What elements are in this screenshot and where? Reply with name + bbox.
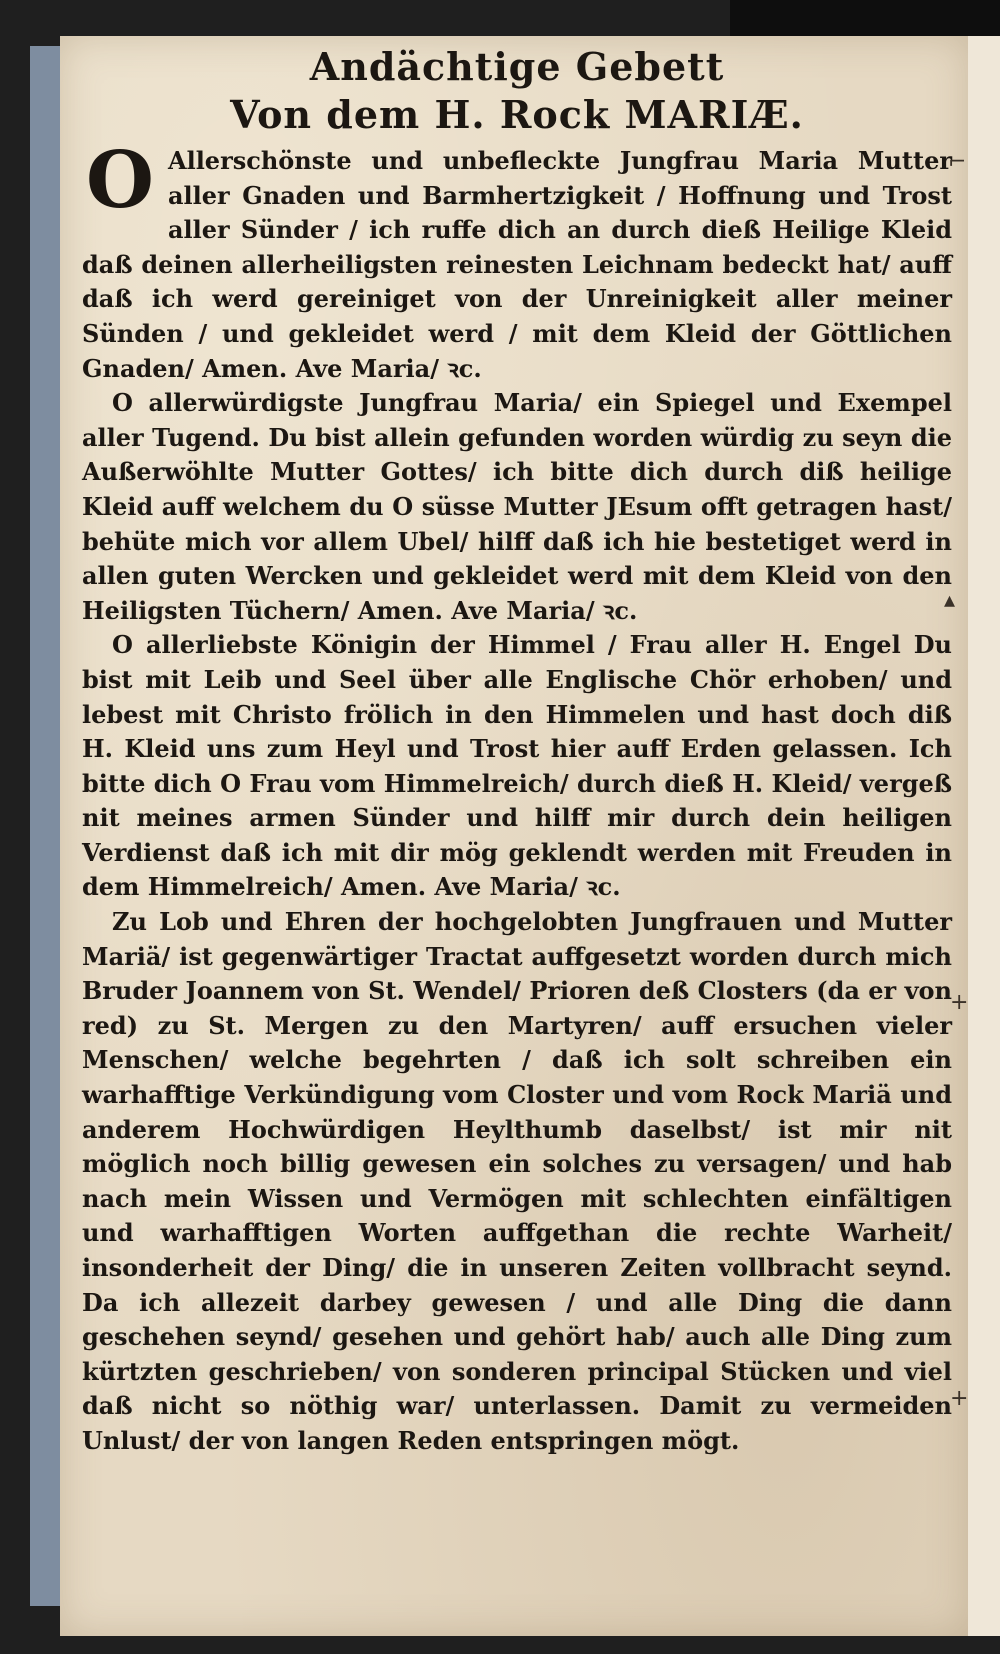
colophon-paragraph: Zu Lob und Ehren der hochgelobten Jungfrauen und Mutter Mariä/ ist gegenwärtiger Tractat auffgesetzt worden durch mich Bruder Joannem von St. Wendel/ Prioren deß Closters (da er von red) zu St. Mergen zu den Martyren/ auff ersuchen vieler Menschen/ welche begehrten / daß ich solt schreiben ein warhafftige Verkündigung vom Closter und vom Rock Mariä und anderem Hochwürdigen Heylthumb daselbst/ ist mir nit möglich noch billig gewesen ein solches zu versagen/ und hab nach mein Wissen und Vermögen mit schlechten einfältigen und warhafftigen Worten auffgethan die rechte Warheit/ insonderheit der Ding/ die in unseren Zeiten vollbracht seynd. Da ich allezeit darbey gewesen / und alle Ding die dann geschehen seynd/ gesehen und gehört hab/ auch alle Ding zum kürtzten geschrieben/ von sonderen principal Stücken und viel daß nicht so nöthig war/ unterlassen. Damit zu vermeiden Unlust/ der von langen Reden entspringen mögt. [82, 907, 952, 1455]
title-line-2: Von dem H. Rock MARIÆ. [230, 92, 804, 137]
scan-background-corner [730, 0, 1000, 40]
prayer-paragraph-1 [82, 135, 952, 386]
margin-cross-mark-icon: + [950, 990, 969, 1015]
drop-cap: O [86, 135, 154, 226]
margin-arrow-mark-icon: ▴ [944, 588, 956, 613]
title-line-1: Andächtige Gebett [309, 44, 725, 89]
margin-cross-mark-icon: + [950, 1386, 969, 1411]
prayer-paragraph-2: O allerwürdigste Jungfrau Maria/ ein Spiegel und Exempel aller Tugend. Du bist allein gefunden worden würdig zu seyn die Außerwöhlte Mutter Gottes/ ich bitte dich durch diß heilige Kleid auff welchem du O süsse Mutter JEsum offt getragen hast/ behüte mich vor allem Ubel/ hilff daß ich hie bestetiget werd in allen guten Wercken und gekleidet werd mit dem Kleid von den Heiligsten Tüchern/ Amen. Ave Maria/ ꝛc. [82, 388, 952, 625]
prayer-text-1: Allerschönste und unbefleckte Jungfrau Maria Mutter aller Gnaden und Barmhertzigkeit / Hoffnung und Trost aller Sünder / ich ruffe dich an durch dieß Heilige Kleid daß deinen allerheiligsten reinesten Leichnam bedeckt hat/ auff daß ich werd gereiniget von der Unreinigkeit aller meiner Sünden / und gekleidet werd / mit dem Kleid der Göttlichen Gnaden/ Amen. Ave Maria/ ꝛc. [82, 146, 952, 383]
margin-bracket-mark-icon: ⌐ [948, 150, 967, 175]
prayer-paragraph-3: O allerliebste Königin der Himmel / Frau aller H. Engel Du bist mit Leib und Seel über alle Englische Chör erhoben/ und lebest mit Christo frölich in den Himmelen und hast doch diß H. Kleid uns zum Heyl und Trost hier auff Erden gelassen. Ich bitte dich O Frau vom Himmelreich/ durch dieß H. Kleid/ vergeß nit meines armen Sünder und hilff mir durch dein heiligen Verdienst daß ich mit dir mög geklendt werden mit Freuden in dem Himmelreich/ Amen. Ave Maria/ ꝛc. [82, 630, 952, 902]
page-text [82, 44, 952, 1459]
